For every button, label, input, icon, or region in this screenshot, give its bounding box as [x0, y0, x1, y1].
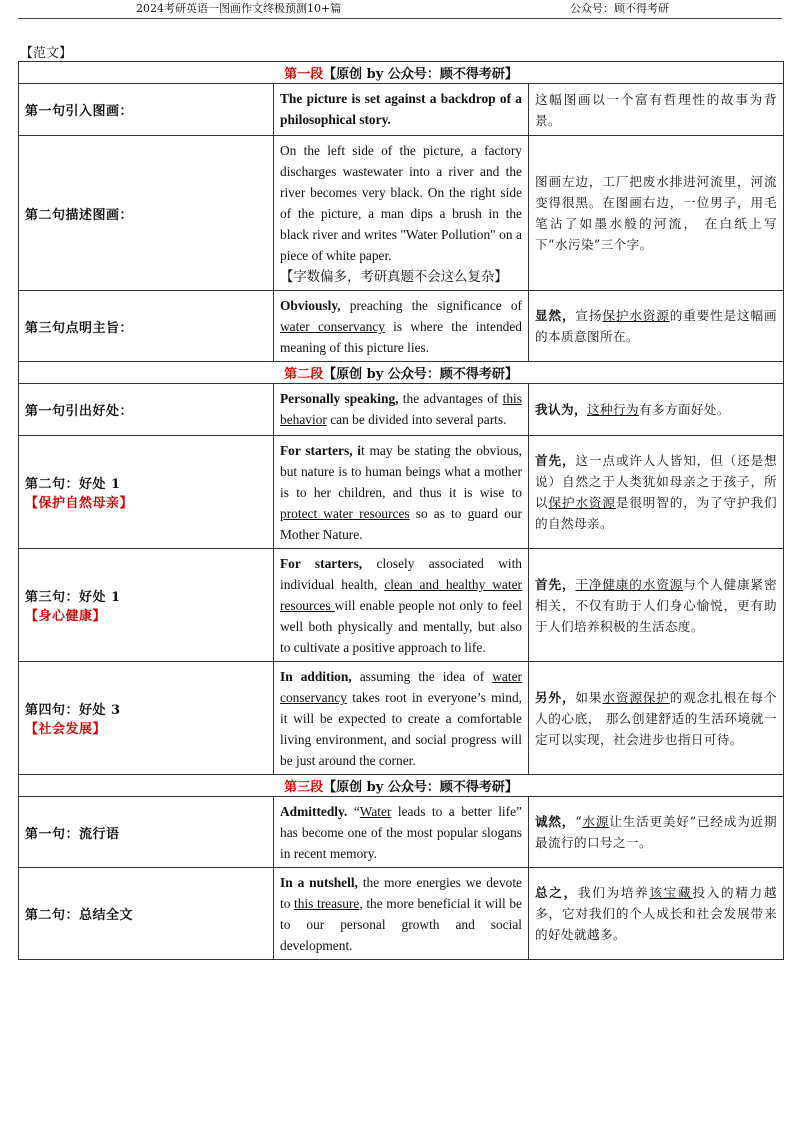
essay-table [18, 61, 784, 960]
chinese-text: 我认为，这种行为有多方面好处。 [529, 384, 784, 436]
section-name: 第一段 [284, 67, 324, 82]
english-text: In addition, assuming the idea of water conservancy takes root in everyone’s mind, it will be expected to create a comfortable living environment, and social progress will be just around the corner. [274, 662, 529, 775]
chinese-text: 另外，如果水资源保护的观念扎根在每个人的心底， 那么创建舒适的生活环境就一定可以实现，社会进步也指日可待。 [529, 662, 784, 775]
chinese-text: 诚然，“水源让生活更美好”已经成为近期最流行的口号之一。 [529, 797, 784, 868]
section-name: 第三段 [284, 780, 324, 795]
table-row [19, 662, 784, 775]
section-tag: 【原创 by 公众号：顾不得考研】 [323, 367, 518, 382]
section-label: 【范文】 [20, 46, 73, 61]
table-row [19, 797, 784, 868]
english-text: For starters, it may be stating the obvious, but nature is to human beings what a mother is to her children, and thus it is wise to protect water resources so as to guard our Mother Nature. [274, 436, 529, 549]
table-row [19, 549, 784, 662]
table-row [19, 136, 784, 291]
chinese-text: 图画左边，工厂把废水排进河流里，河流变得很黑。在图画右边，一位男子，用毛笔沾了如墨水般的河流， 在白纸上写下“水污染”三个字。 [529, 136, 784, 291]
row-label: 第二句：好处 1 【保护自然母亲】 [19, 436, 274, 549]
header-title: 2024考研英语一图画作文终极预测10+篇 [136, 2, 342, 15]
section-name: 第二段 [284, 367, 324, 382]
section-header-2 [19, 362, 784, 384]
row-label: 第二句：总结全文 [19, 868, 274, 960]
chinese-text: 首先，干净健康的水资源与个人健康紧密相关，不仅有助于人们身心愉悦，更有助于人们培养积极的生活态度。 [529, 549, 784, 662]
row-label: 第四句：好处 3 【社会发展】 [19, 662, 274, 775]
table-row [19, 868, 784, 960]
row-label: 第三句：好处 1 【身心健康】 [19, 549, 274, 662]
section-tag: 【原创 by 公众号：顾不得考研】 [323, 67, 518, 82]
table-row [19, 291, 784, 362]
word-count-note: 【字数偏多，考研真题不会这么复杂】 [280, 269, 508, 284]
section-header-1 [19, 62, 784, 84]
row-label: 第三句点明主旨： [19, 291, 274, 362]
chinese-text: 首先，这一点或许人人皆知，但（还是想说）自然之于人类犹如母亲之于孩子，所以保护水资源是很明智的，为了守护我们的自然母亲。 [529, 436, 784, 549]
table-row [19, 84, 784, 136]
english-text: In a nutshell, the more energies we devote to this treasure, the more beneficial it will be to our personal growth and social development. [274, 868, 529, 960]
row-label: 第一句：流行语 [19, 797, 274, 868]
english-text: Admittedly. “Water leads to a better life” has become one of the most popular slogans in recent memory. [274, 797, 529, 868]
chinese-text: 这幅图画以一个富有哲理性的故事为背景。 [529, 84, 784, 136]
table-row [19, 436, 784, 549]
english-text: Obviously, preaching the significance of water conservancy is where the intended meaning of this picture lies. [274, 291, 529, 362]
chinese-text: 显然，宣扬保护水资源的重要性是这幅画的本质意图所在。 [529, 291, 784, 362]
english-text: For starters, closely associated with individual health, clean and healthy water resources will enable people not only to feel well both physically and mentally, but also to cultivate a positive approach to life. [274, 549, 529, 662]
row-label: 第一句引出好处： [19, 384, 274, 436]
page-header [18, 0, 782, 19]
english-text: Personally speaking, the advantages of this behavior can be divided into several parts. [274, 384, 529, 436]
table-row [19, 384, 784, 436]
row-label: 第二句描述图画： [19, 136, 274, 291]
chinese-text: 总之，我们为培养该宝藏投入的精力越多，它对我们的个人成长和社会发展带来的好处就越多。 [529, 868, 784, 960]
english-text: The picture is set against a backdrop of a philosophical story. [274, 84, 529, 136]
header-account: 公众号：顾不得考研 [570, 2, 669, 15]
row-label: 第一句引入图画： [19, 84, 274, 136]
section-tag: 【原创 by 公众号：顾不得考研】 [323, 780, 518, 795]
section-header-3 [19, 775, 784, 797]
english-text: On the left side of the picture, a factory discharges wastewater into a river and the river becomes very black. On the right side of the picture, a man dips a brush in the black river and writes "Water Pollution" on a piece of white paper. 【字数偏多，考研真题不会这么复杂】 [274, 136, 529, 291]
